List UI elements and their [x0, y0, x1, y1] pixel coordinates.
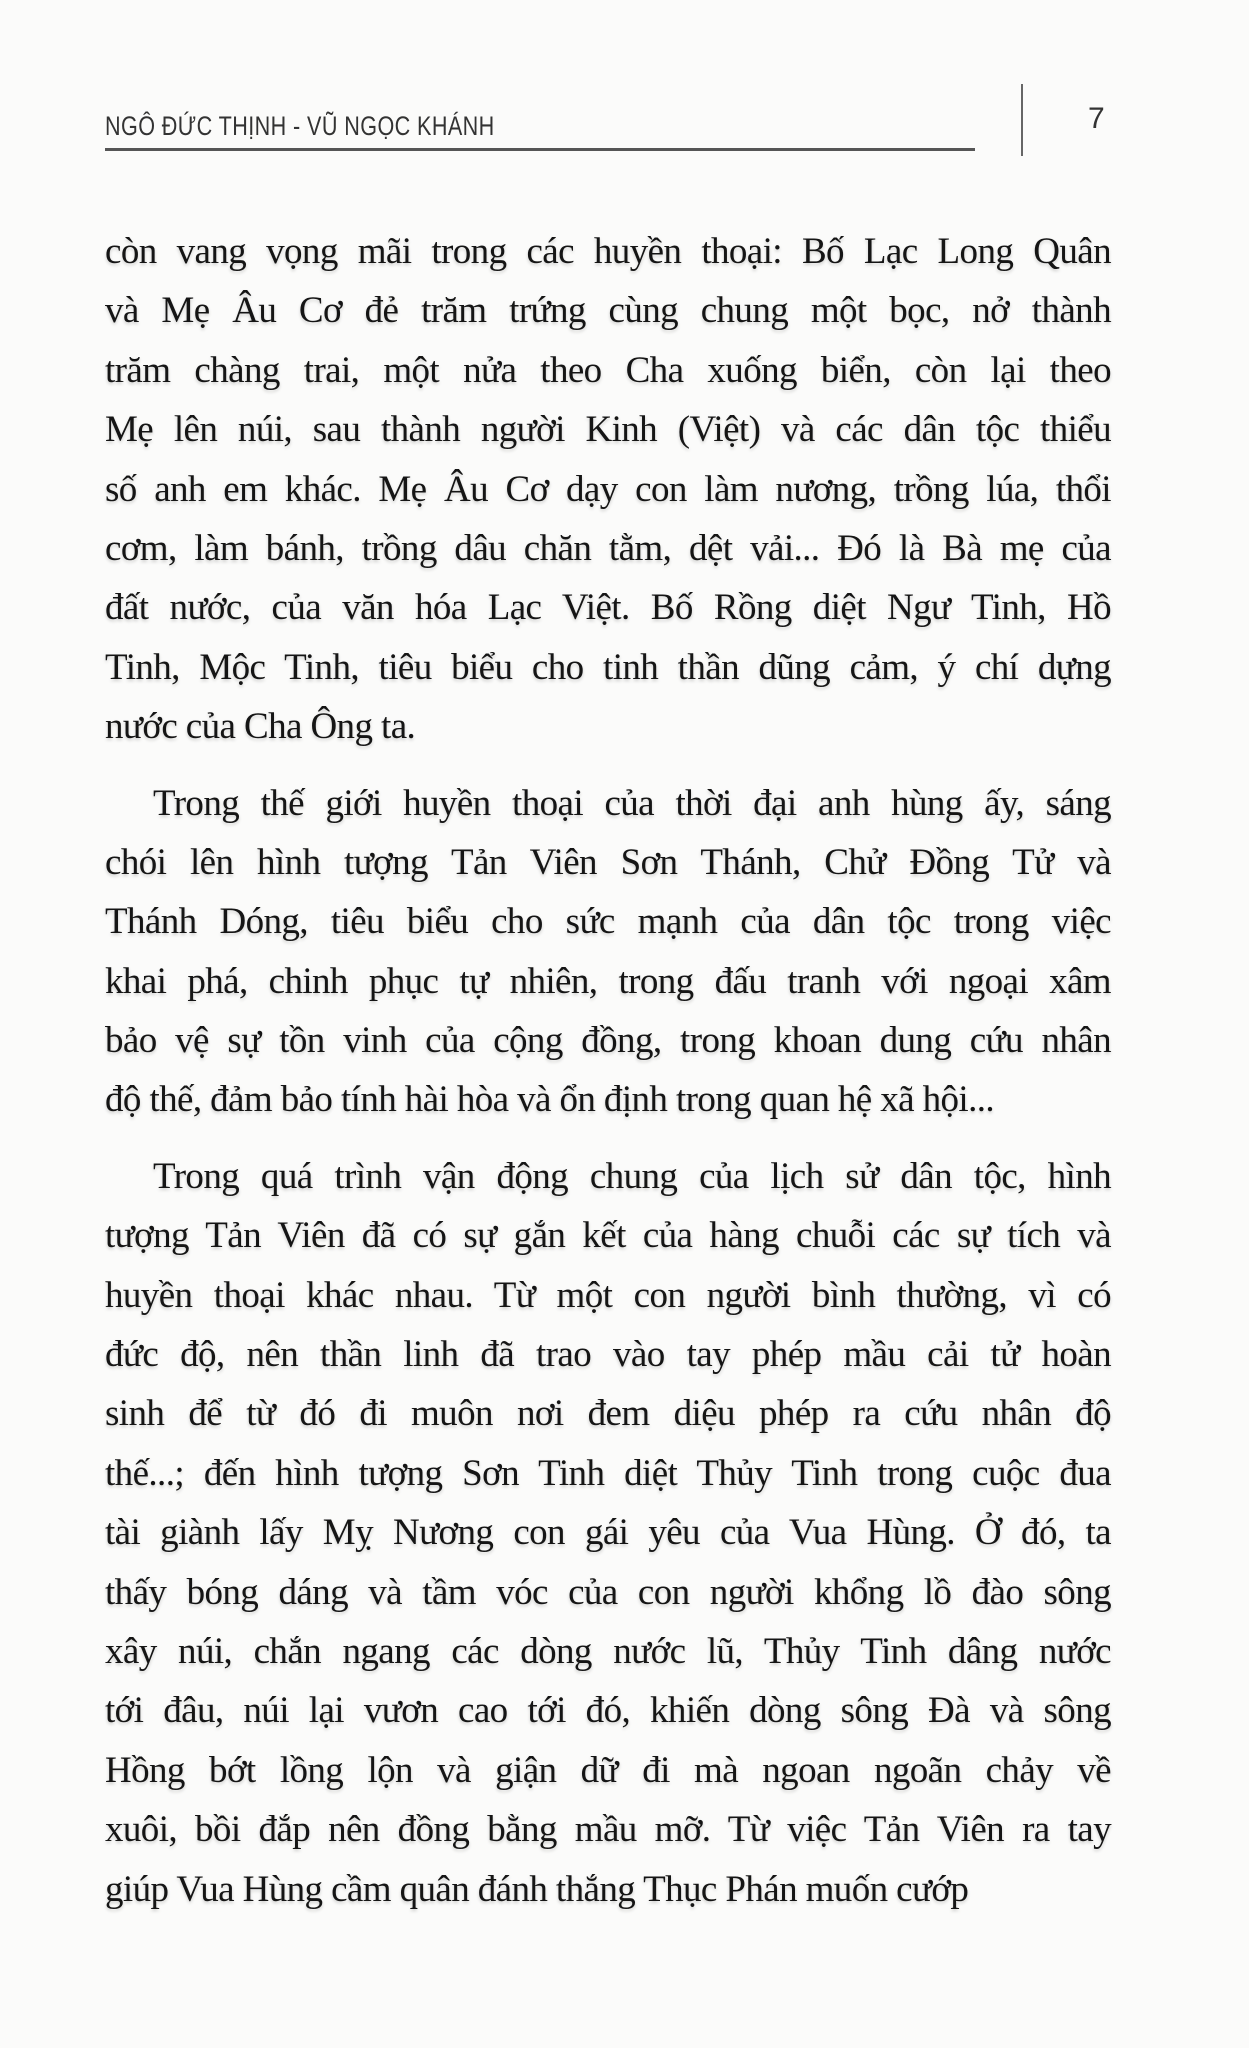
text-line: tới đâu, núi lại vươn cao tới đó, khiến dòng sông Đà và sông [105, 1690, 1111, 1732]
text-line: tài giành lấy Mỵ Nương con gái yêu của Vua Hùng. Ở đó, ta [105, 1512, 1111, 1554]
text-line: số anh em khác. Mẹ Âu Cơ dạy con làm nương, trồng lúa, thổi [105, 468, 1111, 510]
text-line: khai phá, chinh phục tự nhiên, trong đấu tranh với ngoại xâm [105, 960, 1111, 1002]
paragraph [105, 774, 1111, 1130]
text-line: còn vang vọng mãi trong các huyền thoại: Bố Lạc Long Quân [105, 231, 1111, 272]
text-line: độ thế, đảm bảo tính hài hòa và ổn định trong quan hệ xã hội... [105, 1079, 995, 1121]
text-line: thế...; đến hình tượng Sơn Tinh diệt Thủy Tinh trong cuộc đua [105, 1452, 1111, 1494]
text-line: huyền thoại khác nhau. Từ một con người bình thường, vì có [105, 1274, 1111, 1316]
text-line: Trong quá trình vận động chung của lịch sử dân tộc, hình [153, 1155, 1111, 1197]
text-line: trăm chàng trai, một nửa theo Cha xuống biển, còn lại theo [105, 349, 1111, 391]
page-body [105, 222, 1111, 1936]
text-line: nước của Cha Ông ta. [105, 706, 416, 748]
paragraph [105, 1147, 1111, 1919]
text-line: Thánh Dóng, tiêu biểu cho sức mạnh của dân tộc trong việc [105, 901, 1111, 943]
text-line: Hồng bớt lồng lộn và giận dữ đi mà ngoan ngoãn chảy về [105, 1749, 1111, 1791]
text-line: Trong thế giới huyền thoại của thời đại anh hùng ấy, sáng [153, 782, 1111, 824]
text-line: tượng Tản Viên đã có sự gắn kết của hàng chuỗi các sự tích và [105, 1215, 1111, 1257]
text-line: sinh để từ đó đi muôn nơi đem diệu phép ra cứu nhân độ [105, 1393, 1111, 1435]
page-number: 7 [1088, 102, 1105, 135]
text-line: Tinh, Mộc Tinh, tiêu biểu cho tinh thần dũng cảm, ý chí dựng [105, 646, 1111, 688]
text-line: thấy bóng dáng và tầm vóc của con người khổng lồ đào sông [105, 1571, 1111, 1613]
text-line: xây núi, chắn ngang các dòng nước lũ, Thủy Tinh dâng nước [105, 1630, 1111, 1672]
header-divider [1021, 84, 1023, 156]
text-line: chói lên hình tượng Tản Viên Sơn Thánh, Chử Đồng Tử và [105, 841, 1111, 883]
running-header [105, 98, 975, 151]
text-line: giúp Vua Hùng cầm quân đánh thắng Thục Phán muốn cướp [105, 1868, 969, 1910]
text-line: và Mẹ Âu Cơ đẻ trăm trứng cùng chung một bọc, nở thành [105, 290, 1111, 332]
paragraph [105, 222, 1111, 757]
text-line: bảo vệ sự tồn vinh của cộng đồng, trong khoan dung cứu nhân [105, 1020, 1111, 1062]
header-authors: NGÔ ĐỨC THỊNH - VŨ NGỌC KHÁNH [105, 111, 495, 141]
text-line: cơm, làm bánh, trồng dâu chăn tằm, dệt vải... Đó là Bà mẹ của [105, 527, 1111, 569]
text-line: đất nước, của văn hóa Lạc Việt. Bố Rồng diệt Ngư Tinh, Hồ [105, 587, 1111, 629]
text-line: Mẹ lên núi, sau thành người Kinh (Việt) và các dân tộc thiểu [105, 409, 1111, 451]
text-line: xuôi, bồi đắp nên đồng bằng mầu mỡ. Từ việc Tản Viên ra tay [105, 1809, 1111, 1851]
text-line: đức độ, nên thần linh đã trao vào tay phép mầu cải tử hoàn [105, 1334, 1111, 1376]
